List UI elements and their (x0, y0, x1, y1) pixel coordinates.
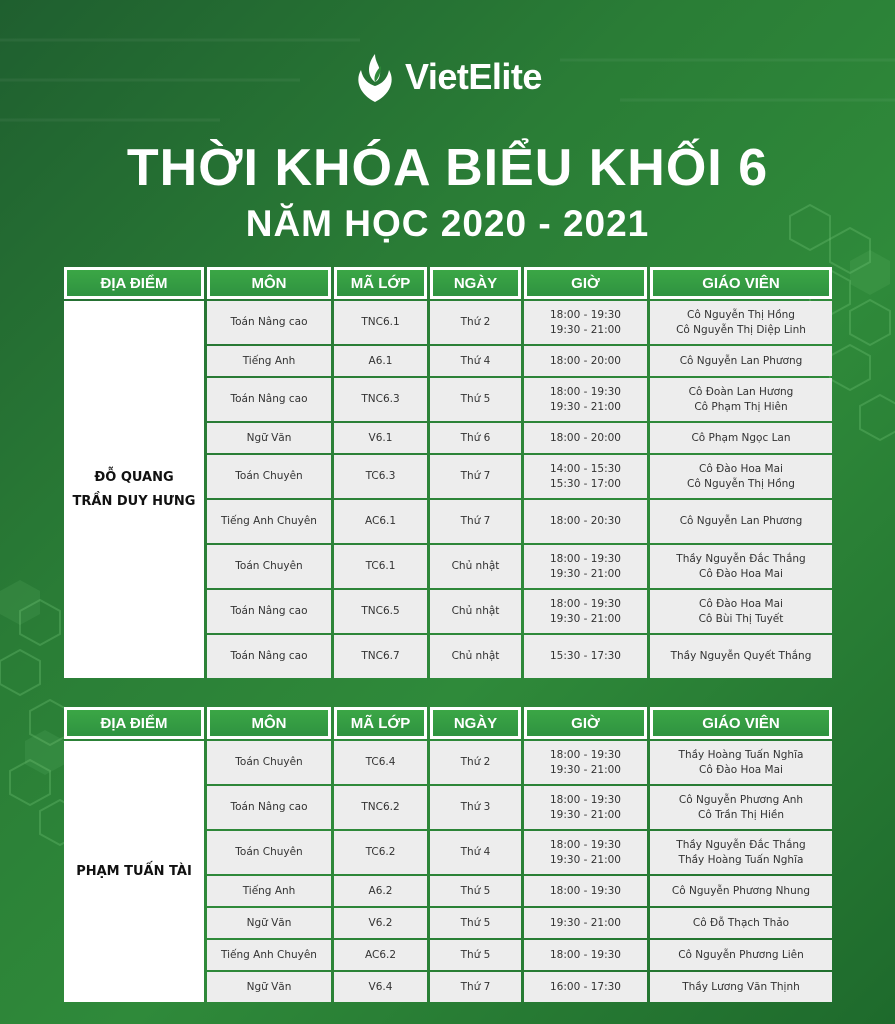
time-cell-line: 19:30 - 21:00 (550, 400, 621, 413)
time-cell-line: 19:30 - 21:00 (550, 612, 621, 625)
day-cell: Thứ 5 (430, 876, 521, 906)
time-cell-line: 19:30 - 21:00 (550, 916, 621, 929)
time-cell-line: 15:30 - 17:30 (550, 650, 621, 662)
teacher-cell (650, 876, 832, 906)
day-cell: Chủ nhật (430, 545, 521, 588)
class-code-cell: AC6.1 (334, 500, 427, 543)
teacher-cell-line: Cô Nguyễn Thị Diệp Linh (676, 323, 806, 336)
column-header: MÔN (207, 707, 331, 739)
teacher-cell (650, 455, 832, 498)
subject-cell: Toán Chuyên (207, 741, 331, 784)
class-code-cell: TNC6.3 (334, 378, 427, 421)
subject-cell: Toán Nâng cao (207, 378, 331, 421)
day-cell: Chủ nhật (430, 590, 521, 633)
column-header: GIÁO VIÊN (650, 707, 832, 739)
class-code-cell: V6.1 (334, 423, 427, 453)
day-cell: Thứ 5 (430, 378, 521, 421)
subject-cell: Ngữ Văn (207, 908, 331, 938)
class-code-cell: A6.1 (334, 346, 427, 376)
teacher-cell-line: Cô Nguyễn Phương Anh (678, 793, 804, 806)
subject-cell: Toán Chuyên (207, 455, 331, 498)
time-cell (524, 940, 647, 970)
subject-cell: Toán Nâng cao (207, 786, 331, 829)
teacher-cell-line: Thầy Hoàng Tuấn Nghĩa (678, 853, 804, 866)
subject-cell: Ngữ Văn (207, 423, 331, 453)
subject-cell: Toán Nâng cao (207, 590, 331, 633)
schedule-table (64, 707, 832, 1002)
class-code-cell: V6.2 (334, 908, 427, 938)
teacher-cell-line: Cô Đào Hoa Mai (699, 567, 783, 580)
teacher-cell (650, 423, 832, 453)
class-code-cell: TC6.4 (334, 741, 427, 784)
teacher-cell (650, 635, 832, 678)
time-cell-line: 15:30 - 17:00 (550, 477, 621, 490)
teacher-cell (650, 301, 832, 344)
class-code-cell: TC6.3 (334, 455, 427, 498)
teacher-cell-line: Thầy Hoàng Tuấn Nghĩa (678, 748, 804, 761)
subject-cell: Tiếng Anh Chuyên (207, 940, 331, 970)
teacher-cell-line: Cô Nguyễn Thị Hồng (687, 308, 795, 321)
column-header: ĐỊA ĐIỂM (64, 707, 204, 739)
time-cell-line: 18:00 - 19:30 (550, 838, 621, 851)
time-cell-line: 18:00 - 19:30 (550, 748, 621, 761)
teacher-cell-line: Cô Nguyễn Lan Phương (679, 354, 803, 367)
teacher-cell (650, 378, 832, 421)
teacher-cell-line: Thầy Lương Văn Thịnh (682, 980, 800, 993)
column-header: MÃ LỚP (334, 707, 427, 739)
column-header: MÃ LỚP (334, 267, 427, 299)
time-cell (524, 972, 647, 1002)
day-cell: Thứ 2 (430, 301, 521, 344)
page-title: THỜI KHÓA BIỂU KHỐI 6 (126, 139, 769, 197)
teacher-cell-line: Cô Đào Hoa Mai (699, 597, 783, 610)
subject-cell: Toán Nâng cao (207, 301, 331, 344)
subject-cell: Ngữ Văn (207, 972, 331, 1002)
teacher-cell (650, 972, 832, 1002)
location-name: TRẦN DUY HƯNG (72, 493, 196, 509)
brand-logo (0, 42, 895, 112)
teacher-cell-line: Cô Phạm Thị Hiên (694, 400, 788, 413)
teacher-cell-line: Thầy Nguyễn Quyết Thắng (670, 650, 812, 662)
day-cell: Thứ 2 (430, 741, 521, 784)
teacher-cell-line: Cô Nguyễn Phương Liên (678, 948, 804, 961)
teacher-cell (650, 741, 832, 784)
time-cell (524, 301, 647, 344)
location-name: PHẠM TUẤN TÀI (76, 863, 192, 879)
subject-cell: Tiếng Anh (207, 876, 331, 906)
teacher-cell (650, 908, 832, 938)
time-cell-line: 19:30 - 21:00 (550, 763, 621, 776)
teacher-cell-line: Cô Đỗ Thạch Thảo (692, 916, 790, 929)
time-cell (524, 635, 647, 678)
day-cell: Thứ 5 (430, 940, 521, 970)
class-code-cell: TNC6.5 (334, 590, 427, 633)
time-cell-line: 18:00 - 19:30 (550, 308, 621, 321)
teacher-cell-line: Cô Trần Thị Hiền (698, 808, 784, 821)
column-header: NGÀY (430, 707, 521, 739)
time-cell-line: 18:00 - 19:30 (550, 884, 621, 897)
subject-cell: Tiếng Anh Chuyên (207, 500, 331, 543)
day-cell: Thứ 7 (430, 972, 521, 1002)
column-header: GIỜ (524, 707, 647, 739)
teacher-cell-line: Cô Nguyễn Thị Hồng (687, 477, 795, 490)
location-cell (64, 741, 204, 1002)
teacher-cell (650, 590, 832, 633)
class-code-cell: TNC6.7 (334, 635, 427, 678)
column-header: NGÀY (430, 267, 521, 299)
day-cell: Thứ 4 (430, 831, 521, 874)
subject-cell: Tiếng Anh (207, 346, 331, 376)
time-cell-line: 18:00 - 19:30 (550, 385, 621, 398)
class-code-cell: TNC6.2 (334, 786, 427, 829)
time-cell (524, 545, 647, 588)
time-cell (524, 831, 647, 874)
time-cell-line: 19:30 - 21:00 (550, 853, 621, 866)
day-cell: Thứ 6 (430, 423, 521, 453)
teacher-cell (650, 940, 832, 970)
teacher-cell-line: Cô Đoàn Lan Hương (688, 385, 794, 398)
time-cell (524, 378, 647, 421)
teacher-cell (650, 786, 832, 829)
time-cell-line: 18:00 - 20:00 (550, 431, 621, 444)
column-header: GIÁO VIÊN (650, 267, 832, 299)
day-cell: Thứ 3 (430, 786, 521, 829)
flame-leaf-icon (353, 50, 397, 104)
teacher-cell-line: Cô Đào Hoa Mai (699, 462, 783, 475)
subject-cell: Toán Chuyên (207, 545, 331, 588)
class-code-cell: V6.4 (334, 972, 427, 1002)
teacher-cell-line: Cô Bùi Thị Tuyết (698, 612, 784, 625)
time-cell (524, 876, 647, 906)
time-cell-line: 18:00 - 19:30 (550, 597, 621, 610)
column-header: ĐỊA ĐIỂM (64, 267, 204, 299)
schedule-table (64, 267, 832, 678)
time-cell (524, 500, 647, 543)
location-cell (64, 301, 204, 678)
teacher-cell (650, 831, 832, 874)
class-code-cell: TC6.2 (334, 831, 427, 874)
location-name: ĐỖ QUANG (94, 469, 174, 485)
day-cell: Thứ 7 (430, 500, 521, 543)
class-code-cell: A6.2 (334, 876, 427, 906)
teacher-cell-line: Thầy Nguyễn Đắc Thắng (676, 838, 806, 851)
page-subtitle: NĂM HỌC 2020 - 2021 (245, 203, 650, 244)
column-header: MÔN (207, 267, 331, 299)
time-cell-line: 14:00 - 15:30 (550, 462, 621, 475)
time-cell-line: 18:00 - 19:30 (550, 948, 621, 961)
time-cell-line: 16:00 - 17:30 (550, 980, 621, 993)
time-cell-line: 18:00 - 19:30 (550, 552, 621, 565)
time-cell (524, 908, 647, 938)
column-header: GIỜ (524, 267, 647, 299)
time-cell-line: 18:00 - 19:30 (550, 793, 621, 806)
class-code-cell: TNC6.1 (334, 301, 427, 344)
time-cell-line: 18:00 - 20:30 (550, 515, 621, 527)
time-cell-line: 18:00 - 20:00 (550, 354, 621, 367)
brand-name: VietElite (405, 56, 542, 97)
time-cell-line: 19:30 - 21:00 (550, 323, 621, 336)
time-cell (524, 786, 647, 829)
teacher-cell-line: Cô Nguyễn Lan Phương (679, 515, 803, 527)
subject-cell: Toán Chuyên (207, 831, 331, 874)
time-cell (524, 423, 647, 453)
time-cell (524, 590, 647, 633)
time-cell (524, 741, 647, 784)
class-code-cell: AC6.2 (334, 940, 427, 970)
day-cell: Thứ 4 (430, 346, 521, 376)
teacher-cell-line: Cô Phạm Ngọc Lan (691, 431, 791, 444)
teacher-cell-line: Thầy Nguyễn Đắc Thắng (676, 552, 806, 565)
teacher-cell (650, 545, 832, 588)
time-cell (524, 346, 647, 376)
day-cell: Thứ 7 (430, 455, 521, 498)
class-code-cell: TC6.1 (334, 545, 427, 588)
time-cell-line: 19:30 - 21:00 (550, 567, 621, 580)
time-cell-line: 19:30 - 21:00 (550, 808, 621, 821)
teacher-cell (650, 346, 832, 376)
day-cell: Thứ 5 (430, 908, 521, 938)
time-cell (524, 455, 647, 498)
teacher-cell-line: Cô Nguyễn Phương Nhung (671, 884, 811, 897)
teacher-cell (650, 500, 832, 543)
subject-cell: Toán Nâng cao (207, 635, 331, 678)
teacher-cell-line: Cô Đào Hoa Mai (699, 763, 783, 776)
day-cell: Chủ nhật (430, 635, 521, 678)
